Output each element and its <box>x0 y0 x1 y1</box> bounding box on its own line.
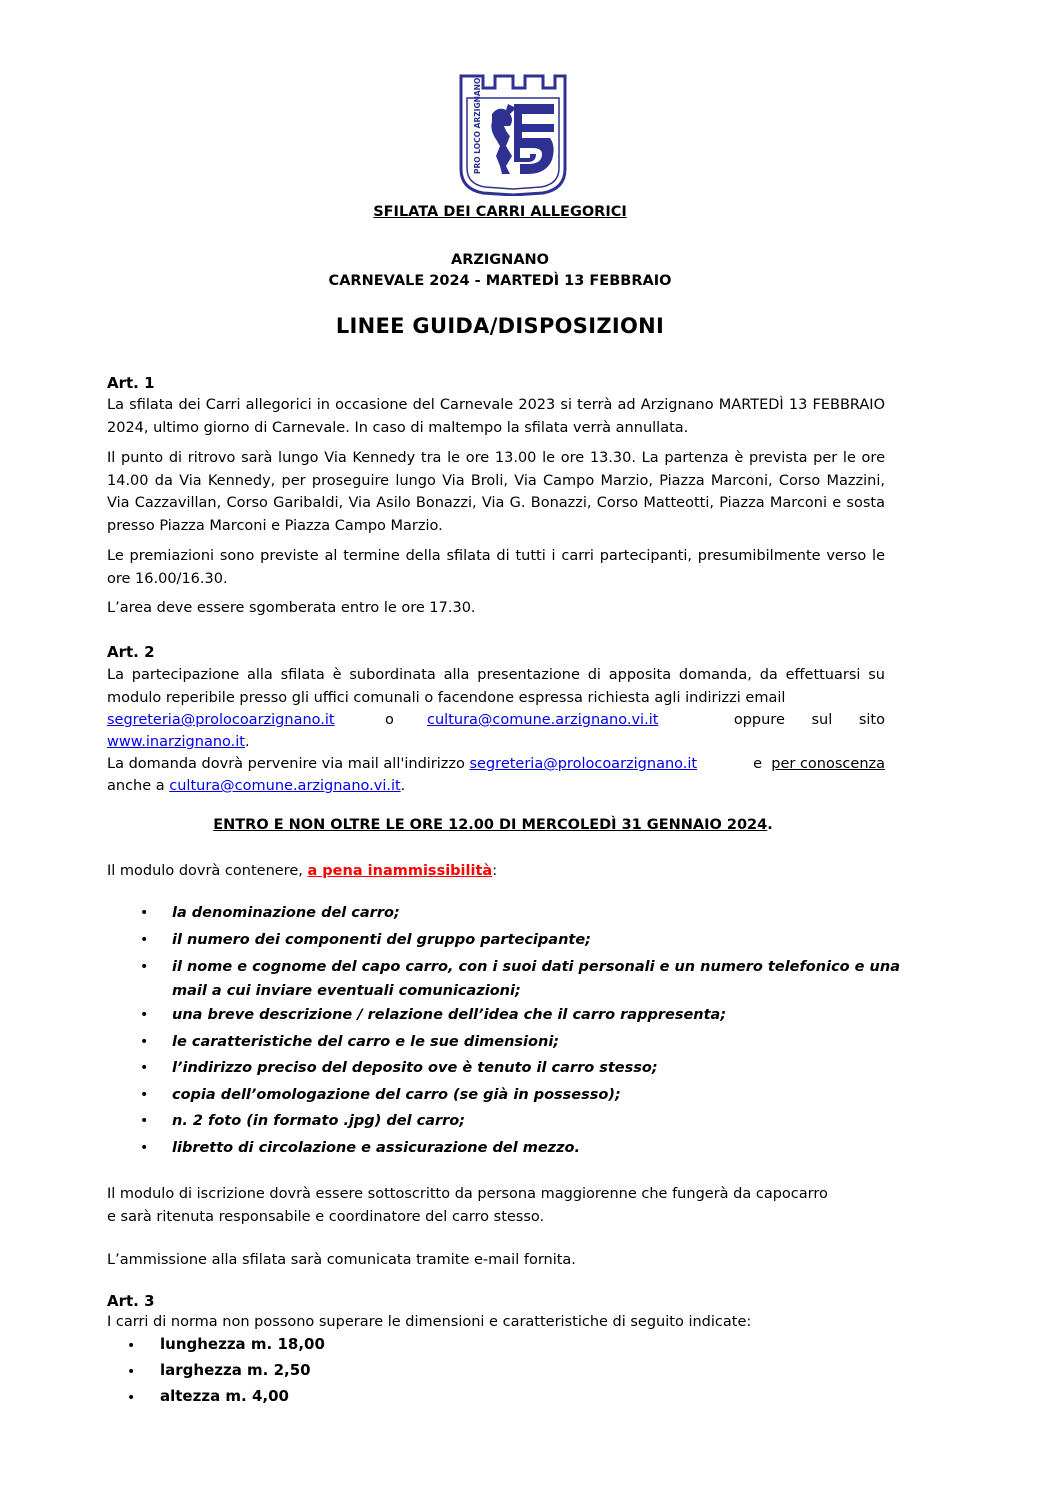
art-2-paragraph-1: La partecipazione alla sfilata è subordinata alla presentazione di apposita domanda, da effettuarsi su modulo reperibile presso gli uffici comunali o facendone espressa richiesta agli indirizzi email <box>107 667 885 706</box>
or-text: o <box>385 712 394 728</box>
city-name: ARZIGNANO <box>450 252 550 268</box>
period: . <box>400 778 406 794</box>
bullet: • <box>127 1390 136 1406</box>
list-item: n. 2 foto (in formato .jpg) del carro; <box>172 1113 466 1129</box>
dimension-length: lunghezza m. 18,00 <box>160 1335 325 1353</box>
bullet: • <box>140 959 149 975</box>
deadline-text: ENTRO E NON OLTRE LE ORE 12.00 DI MERCOLEDÌ 31 GENNAIO 2024 <box>213 817 768 833</box>
bullet: • <box>140 905 149 921</box>
pro-loco-logo <box>458 74 568 196</box>
or-site-text: oppure sul sito <box>733 712 885 728</box>
art-2-heading: Art. 2 <box>107 643 155 661</box>
signature-line-2: e sarà ritenuta responsabile e coordinatore del carro stesso. <box>107 1209 545 1225</box>
art-1-paragraph-4: L’area deve essere sgomberata entro le ore 17.30. <box>107 600 476 616</box>
signature-line-1: Il modulo di iscrizione dovrà essere sottoscritto da persona maggiorenne che fungerà da capocarro <box>107 1186 828 1202</box>
page-title: LINEE GUIDA/DISPOSIZIONI <box>335 314 665 338</box>
dimension-width: larghezza m. 2,50 <box>160 1361 311 1379</box>
colon: : <box>492 863 498 879</box>
bullet: • <box>127 1364 136 1380</box>
deadline-row <box>0 817 986 833</box>
cc-row <box>107 775 885 798</box>
art-1-paragraph-1: La sfilata dei Carri allegorici in occasione del Carnevale 2023 si terrà ad Arzignano MARTEDÌ 13 FEBBRAIO 2024, ultimo giorno di Carnevale. In caso di maltempo la sfilata verrà annullata. <box>107 397 885 436</box>
bullet: • <box>140 932 149 948</box>
list-item-continuation: mail a cui inviare eventuali comunicazioni; <box>172 983 521 999</box>
module-text: Il modulo dovrà contenere, <box>107 863 303 879</box>
list-item: libretto di circolazione e assicurazione del mezzo. <box>172 1140 581 1156</box>
submission-row <box>107 753 885 776</box>
bullet: • <box>140 1060 149 1076</box>
art-1-paragraph-2: Il punto di ritrovo sarà lungo Via Kennedy tra le ore 13.00 le ore 13.30. La partenza è prevista per le ore 14.00 da Via Kennedy, per proseguire lungo Via Broli, Via Campo Marzio, Piazza Marconi, Corso Mazzini, Via Cazzavillan, Corso Garibaldi, Via Asilo Bonazzi, Via G. Bonazzi, Corso Matteotti, Piazza Marconi e sosta presso Piazza Marconi e Piazza Campo Marzio. <box>107 450 885 534</box>
list-item: la denominazione del carro; <box>172 905 400 921</box>
bullet: • <box>127 1338 136 1354</box>
art-1-heading: Art. 1 <box>107 374 155 392</box>
list-item: copia dell’omologazione del carro (se già in possesso); <box>172 1087 621 1103</box>
art-1-paragraph-3: Le premiazioni sono previste al termine della sfilata di tutti i carri partecipanti, presumibilmente verso le ore 16.00/16.30. <box>107 548 885 587</box>
email-link-cultura[interactable]: cultura@comune.arzignano.vi.it <box>427 712 659 728</box>
list-item: il numero dei componenti del gruppo partecipante; <box>172 932 591 948</box>
art-3-heading: Art. 3 <box>107 1292 155 1310</box>
bullet: • <box>140 1034 149 1050</box>
list-item: le caratteristiche del carro e le sue dimensioni; <box>172 1034 560 1050</box>
list-item: una breve descrizione / relazione dell’idea che il carro rappresenta; <box>172 1007 727 1023</box>
for-knowledge-text: per conoscenza <box>771 756 885 772</box>
bullet: • <box>140 1140 149 1156</box>
email-link-segreteria-2[interactable]: segreteria@prolocoarzignano.it <box>469 756 698 772</box>
event-title: SFILATA DEI CARRI ALLEGORICI <box>373 204 627 220</box>
and-text: e <box>753 756 762 772</box>
list-item: il nome e cognome del capo carro, con i suoi dati personali e un numero telefonico e una <box>172 959 900 975</box>
event-date: CARNEVALE 2024 - MARTEDÌ 13 FEBBRAIO <box>328 273 672 289</box>
art-3-intro: I carri di norma non possono superare le dimensioni e caratteristiche di seguito indicate: <box>107 1314 752 1330</box>
bullet: • <box>140 1113 149 1129</box>
bullet: • <box>140 1007 149 1023</box>
module-requirements-intro <box>107 860 885 883</box>
dimension-height: altezza m. 4,00 <box>160 1387 289 1405</box>
period: . <box>244 734 250 750</box>
admission-text: L’ammissione alla sfilata sarà comunicata tramite e-mail fornita. <box>107 1252 576 1268</box>
bullet: • <box>140 1087 149 1103</box>
also-to-text: anche a <box>107 778 165 794</box>
email-link-cultura-2[interactable]: cultura@comune.arzignano.vi.it <box>169 778 401 794</box>
inadmissibility-warning: a pena inammissibilità <box>307 863 493 879</box>
website-link[interactable]: www.inarzignano.it <box>107 734 245 750</box>
logo-text: PRO LOCO ARZIGNANO <box>473 77 482 174</box>
submission-text: La domanda dovrà pervenire via mail all'indirizzo <box>107 756 465 772</box>
list-item: l’indirizzo preciso del deposito ove è tenuto il carro stesso; <box>172 1060 658 1076</box>
site-row <box>107 731 885 754</box>
period: . <box>767 817 773 833</box>
email-link-segreteria[interactable]: segreteria@prolocoarzignano.it <box>107 712 335 728</box>
